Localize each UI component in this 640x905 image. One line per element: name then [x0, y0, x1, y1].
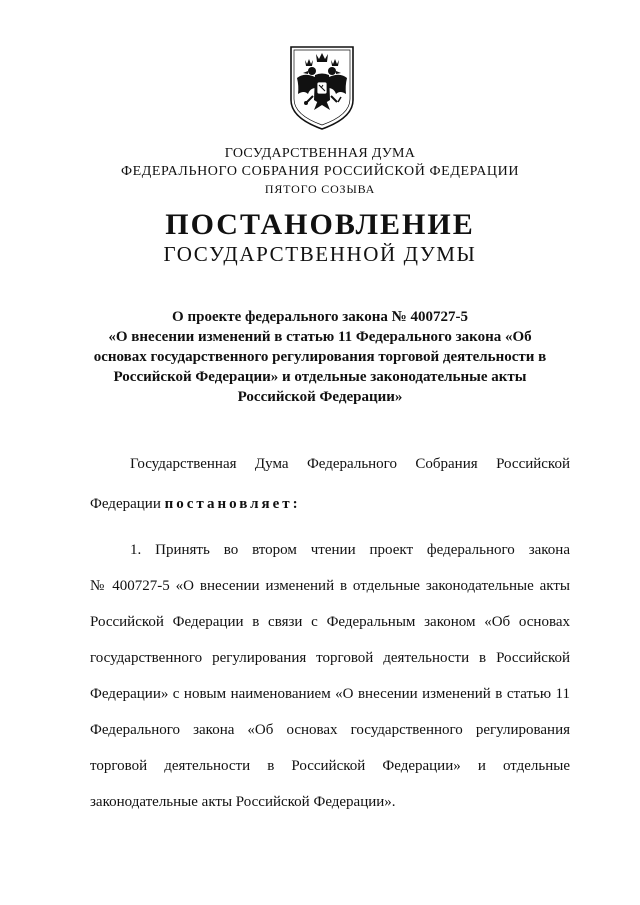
document-title: ПОСТАНОВЛЕНИЕ [165, 208, 475, 241]
coat-of-arms-icon [288, 44, 356, 132]
preamble-line: Государственная Дума Федерального Собрания Российской [130, 456, 570, 472]
item-1-line: Федерального закона «Об основах государственного регулирования [90, 722, 570, 738]
header-line-state-duma: ГОСУДАРСТВЕННАЯ ДУМА [224, 146, 416, 161]
preamble-prefix: Федерации [90, 496, 161, 512]
item-1-line: законодательные акты Российской Федерации». [90, 794, 396, 810]
item-1-line: 1. Принять во втором чтении проект федерального закона [130, 542, 570, 558]
document-subtitle: ГОСУДАРСТВЕННОЙ ДУМЫ [163, 242, 477, 266]
resolves-word: постановляет: [164, 496, 301, 512]
header-line-convocation: ПЯТОГО СОЗЫВА [264, 182, 376, 196]
item-1-paragraph [90, 542, 570, 812]
subject-line: О проекте федерального закона № 400727-5 [172, 309, 468, 325]
preamble-line-resolves [90, 496, 301, 513]
preamble-paragraph [90, 456, 570, 516]
document-subject [60, 307, 580, 407]
subject-line: Российской Федерации» [237, 389, 403, 405]
item-1-line: Российской Федерации в связи с Федеральным законом «Об основах [90, 614, 570, 630]
item-1-line: № 400727-5 «О внесении изменений в отдельные законодательные акты [90, 578, 570, 594]
header-line-federal-assembly: ФЕДЕРАЛЬНОГО СОБРАНИЯ РОССИЙСКОЙ ФЕДЕРАЦИИ [120, 164, 520, 179]
item-1-line: торговой деятельности в Российской Федерации» и отдельные [90, 758, 570, 774]
subject-line: «О внесении изменений в статью 11 Федерального закона «Об [108, 329, 532, 345]
item-1-line: государственного регулирования торговой деятельности в Российской [90, 650, 570, 666]
subject-line: Российской Федерации» и отдельные законодательные акты [113, 369, 527, 385]
item-1-line: Федерации» с новым наименованием «О внесении изменений в статью 11 [90, 686, 570, 702]
subject-line: основах государственного регулирования торговой деятельности в [93, 349, 547, 365]
